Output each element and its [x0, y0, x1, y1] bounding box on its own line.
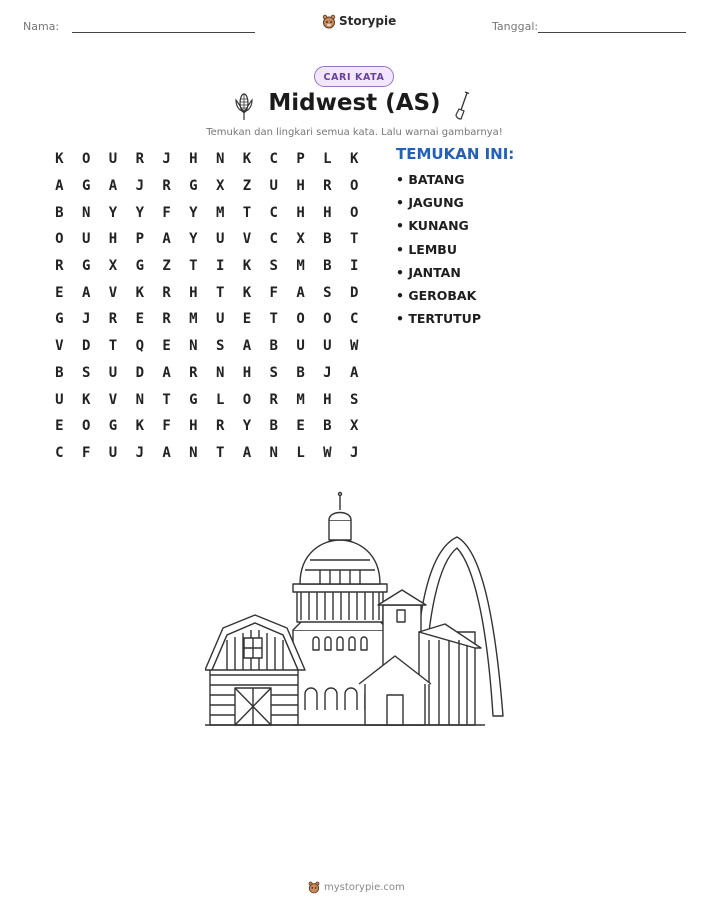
grid-row — [46, 386, 368, 413]
grid-row — [46, 253, 368, 280]
grid-letter[interactable]: O — [323, 311, 332, 328]
grid-letter[interactable]: I — [349, 258, 359, 275]
grid-letter[interactable]: B — [269, 418, 278, 435]
grid-letter[interactable]: N — [215, 364, 225, 381]
grid-letter[interactable]: H — [189, 418, 198, 435]
grid-letter[interactable]: B — [55, 204, 64, 221]
grid-row — [46, 279, 368, 306]
grid-letter[interactable]: O — [242, 391, 252, 408]
grid-letter[interactable]: H — [108, 231, 118, 248]
grid-letter[interactable]: R — [135, 151, 144, 168]
grid-row — [46, 440, 368, 467]
grid-letter[interactable]: E — [162, 338, 171, 355]
brand-name: Storypie — [339, 14, 397, 28]
grid-letter[interactable]: C — [269, 204, 278, 221]
grid-letter[interactable]: Y — [242, 418, 252, 435]
grid-letter[interactable]: U — [55, 391, 64, 408]
grid-letter[interactable]: O — [349, 178, 359, 195]
grid-letter[interactable]: X — [296, 231, 305, 248]
grid-letter[interactable]: B — [323, 231, 332, 248]
grid-letter[interactable]: K — [135, 284, 144, 301]
grid-letter[interactable]: P — [135, 231, 144, 248]
grid-row — [46, 226, 368, 253]
grid-letter[interactable]: T — [215, 284, 225, 301]
mascot-icon — [308, 880, 320, 894]
word-list-item: • TERTUTUP — [396, 311, 481, 334]
grid-letter[interactable]: Y — [189, 204, 198, 221]
grid-letter[interactable]: I — [215, 258, 225, 275]
grid-letter[interactable]: U — [108, 444, 118, 461]
grid-letter[interactable]: J — [135, 178, 144, 195]
grid-letter[interactable]: R — [269, 391, 278, 408]
grid-letter[interactable]: S — [323, 284, 332, 301]
grid-letter[interactable]: B — [296, 364, 305, 381]
grid-letter[interactable]: U — [269, 178, 278, 195]
grid-letter[interactable]: J — [323, 364, 332, 381]
grid-letter[interactable]: Y — [189, 231, 198, 248]
name-label: Nama: — [23, 20, 60, 33]
category-badge: CARI KATA — [314, 66, 394, 87]
grid-letter[interactable]: R — [162, 178, 171, 195]
mascot-icon — [322, 13, 336, 29]
word-list-item: • KUNANG — [396, 218, 481, 241]
grid-letter[interactable]: A — [55, 178, 64, 195]
grid-letter[interactable]: S — [269, 258, 278, 275]
grid-letter[interactable]: K — [242, 284, 252, 301]
grid-letter[interactable]: L — [296, 444, 305, 461]
footer — [308, 880, 405, 894]
grid-letter[interactable]: H — [189, 284, 198, 301]
grid-letter[interactable]: T — [215, 444, 225, 461]
grid-letter[interactable]: C — [55, 444, 64, 461]
grid-letter[interactable]: T — [349, 231, 359, 248]
grid-letter[interactable]: K — [242, 151, 252, 168]
grid-letter[interactable]: U — [215, 231, 225, 248]
word-list-item: • LEMBU — [396, 242, 481, 265]
grid-letter[interactable]: X — [215, 178, 225, 195]
grid-letter[interactable]: T — [269, 311, 278, 328]
grid-letter[interactable]: R — [162, 311, 171, 328]
grid-letter[interactable]: T — [242, 204, 252, 221]
grid-letter[interactable]: O — [296, 311, 305, 328]
grid-letter[interactable]: J — [349, 444, 359, 461]
grid-letter[interactable]: M — [296, 391, 305, 408]
grid-letter[interactable]: A — [349, 364, 359, 381]
word-search-grid[interactable] — [46, 146, 368, 466]
grid-letter[interactable]: H — [296, 178, 305, 195]
grid-letter[interactable]: A — [162, 231, 171, 248]
grid-letter[interactable]: X — [349, 418, 359, 435]
grid-letter[interactable]: V — [55, 338, 64, 355]
grid-letter[interactable]: R — [215, 418, 225, 435]
grid-letter[interactable]: N — [215, 151, 225, 168]
grid-letter[interactable]: D — [135, 364, 144, 381]
grid-letter[interactable]: F — [81, 444, 91, 461]
grid-letter[interactable]: G — [108, 418, 118, 435]
grid-letter[interactable]: K — [81, 391, 91, 408]
grid-letter[interactable]: T — [108, 338, 118, 355]
grid-letter[interactable]: E — [296, 418, 305, 435]
grid-letter[interactable]: A — [242, 444, 252, 461]
grid-letter[interactable]: W — [349, 338, 359, 355]
grid-letter[interactable]: M — [189, 311, 198, 328]
grid-letter[interactable]: B — [323, 418, 332, 435]
grid-letter[interactable]: F — [269, 284, 278, 301]
grid-letter[interactable]: D — [349, 284, 359, 301]
grid-letter[interactable]: E — [55, 284, 64, 301]
instructions: Temukan dan lingkari semua kata. Lalu warnai gambarnya! — [206, 127, 503, 138]
grid-letter[interactable]: E — [55, 418, 64, 435]
grid-letter[interactable]: B — [269, 338, 278, 355]
grid-letter[interactable]: B — [55, 364, 64, 381]
grid-row — [46, 199, 368, 226]
grid-letter[interactable]: H — [296, 204, 305, 221]
grid-letter[interactable]: K — [135, 418, 144, 435]
grid-letter[interactable]: O — [349, 204, 359, 221]
grid-letter[interactable]: Y — [108, 204, 118, 221]
word-list-title: TEMUKAN INI: — [396, 145, 515, 163]
grid-letter[interactable]: A — [162, 444, 171, 461]
grid-letter[interactable]: R — [108, 311, 118, 328]
grid-letter[interactable]: S — [81, 364, 91, 381]
grid-row — [46, 306, 368, 333]
grid-letter[interactable]: J — [162, 151, 171, 168]
grid-row — [46, 333, 368, 360]
grid-letter[interactable]: U — [81, 231, 91, 248]
grid-letter[interactable]: G — [81, 258, 91, 275]
grid-letter[interactable]: U — [296, 338, 305, 355]
grid-letter[interactable]: J — [81, 311, 91, 328]
grid-letter[interactable]: K — [242, 258, 252, 275]
grid-letter[interactable]: C — [269, 231, 278, 248]
grid-letter[interactable]: V — [108, 391, 118, 408]
grid-letter[interactable]: N — [81, 204, 91, 221]
shovel-icon — [452, 90, 472, 122]
word-list — [396, 172, 481, 334]
grid-row — [46, 413, 368, 440]
grid-letter[interactable]: S — [269, 364, 278, 381]
grid-letter[interactable]: G — [81, 178, 91, 195]
grid-letter[interactable]: U — [215, 311, 225, 328]
grid-letter[interactable]: G — [189, 178, 198, 195]
grid-letter[interactable]: L — [323, 151, 332, 168]
grid-letter[interactable]: F — [162, 204, 171, 221]
grid-letter[interactable]: V — [108, 284, 118, 301]
grid-letter[interactable]: Q — [135, 338, 144, 355]
grid-letter[interactable]: R — [162, 284, 171, 301]
page-title: Midwest (AS) — [268, 90, 441, 116]
grid-letter[interactable]: G — [135, 258, 144, 275]
grid-letter[interactable]: N — [189, 444, 198, 461]
date-line[interactable] — [538, 32, 686, 33]
grid-letter[interactable]: Y — [135, 204, 144, 221]
grid-letter[interactable]: T — [162, 391, 171, 408]
grid-letter[interactable]: N — [189, 338, 198, 355]
grid-letter[interactable]: H — [242, 364, 252, 381]
grid-letter[interactable]: G — [189, 391, 198, 408]
city-buildings-illustration — [205, 490, 510, 730]
grid-letter[interactable]: T — [189, 258, 198, 275]
word-list-item: • JAGUNG — [396, 195, 481, 218]
grid-letter[interactable]: A — [296, 284, 305, 301]
grid-letter[interactable]: V — [242, 231, 252, 248]
grid-letter[interactable]: R — [55, 258, 64, 275]
grid-letter[interactable]: J — [135, 444, 144, 461]
grid-row — [46, 146, 368, 173]
word-list-item: • JANTAN — [396, 265, 481, 288]
grid-letter[interactable]: L — [215, 391, 225, 408]
grid-letter[interactable]: N — [135, 391, 144, 408]
brand-logo — [322, 13, 396, 29]
date-label: Tanggal: — [492, 20, 539, 33]
grid-letter[interactable]: X — [108, 258, 118, 275]
grid-letter[interactable]: E — [135, 311, 144, 328]
grid-letter[interactable]: A — [81, 284, 91, 301]
grid-row — [46, 360, 368, 387]
grid-letter[interactable]: G — [55, 311, 64, 328]
grid-letter[interactable]: H — [323, 204, 332, 221]
grid-letter[interactable]: R — [323, 178, 332, 195]
grid-letter[interactable]: O — [81, 151, 91, 168]
grid-letter[interactable]: Z — [242, 178, 252, 195]
grid-letter[interactable]: A — [108, 178, 118, 195]
grid-letter[interactable]: D — [81, 338, 91, 355]
grid-letter[interactable]: K — [55, 151, 64, 168]
grid-letter[interactable]: K — [349, 151, 359, 168]
grid-letter[interactable]: U — [323, 338, 332, 355]
grid-letter[interactable]: Z — [162, 258, 171, 275]
grid-letter[interactable]: M — [296, 258, 305, 275]
grid-letter[interactable]: P — [296, 151, 305, 168]
grid-letter[interactable]: U — [108, 151, 118, 168]
grid-letter[interactable]: E — [242, 311, 252, 328]
grid-row — [46, 173, 368, 200]
name-line[interactable] — [72, 32, 255, 33]
word-list-item: • GEROBAK — [396, 288, 481, 311]
grid-letter[interactable]: O — [81, 418, 91, 435]
grid-letter[interactable]: F — [162, 418, 171, 435]
grid-letter[interactable]: U — [108, 364, 118, 381]
grid-letter[interactable]: S — [349, 391, 359, 408]
grid-letter[interactable]: A — [242, 338, 252, 355]
grid-letter[interactable]: M — [215, 204, 225, 221]
grid-letter[interactable]: N — [269, 444, 278, 461]
grid-letter[interactable]: O — [55, 231, 64, 248]
footer-url[interactable]: mystorypie.com — [324, 881, 405, 893]
word-list-item: • BATANG — [396, 172, 481, 195]
grid-letter[interactable]: H — [189, 151, 198, 168]
grid-letter[interactable]: H — [323, 391, 332, 408]
grid-letter[interactable]: C — [269, 151, 278, 168]
grid-letter[interactable]: A — [162, 364, 171, 381]
grid-letter[interactable]: B — [323, 258, 332, 275]
grid-letter[interactable]: S — [215, 338, 225, 355]
grid-letter[interactable]: C — [349, 311, 359, 328]
grid-letter[interactable]: R — [189, 364, 198, 381]
grid-letter[interactable]: W — [323, 444, 332, 461]
